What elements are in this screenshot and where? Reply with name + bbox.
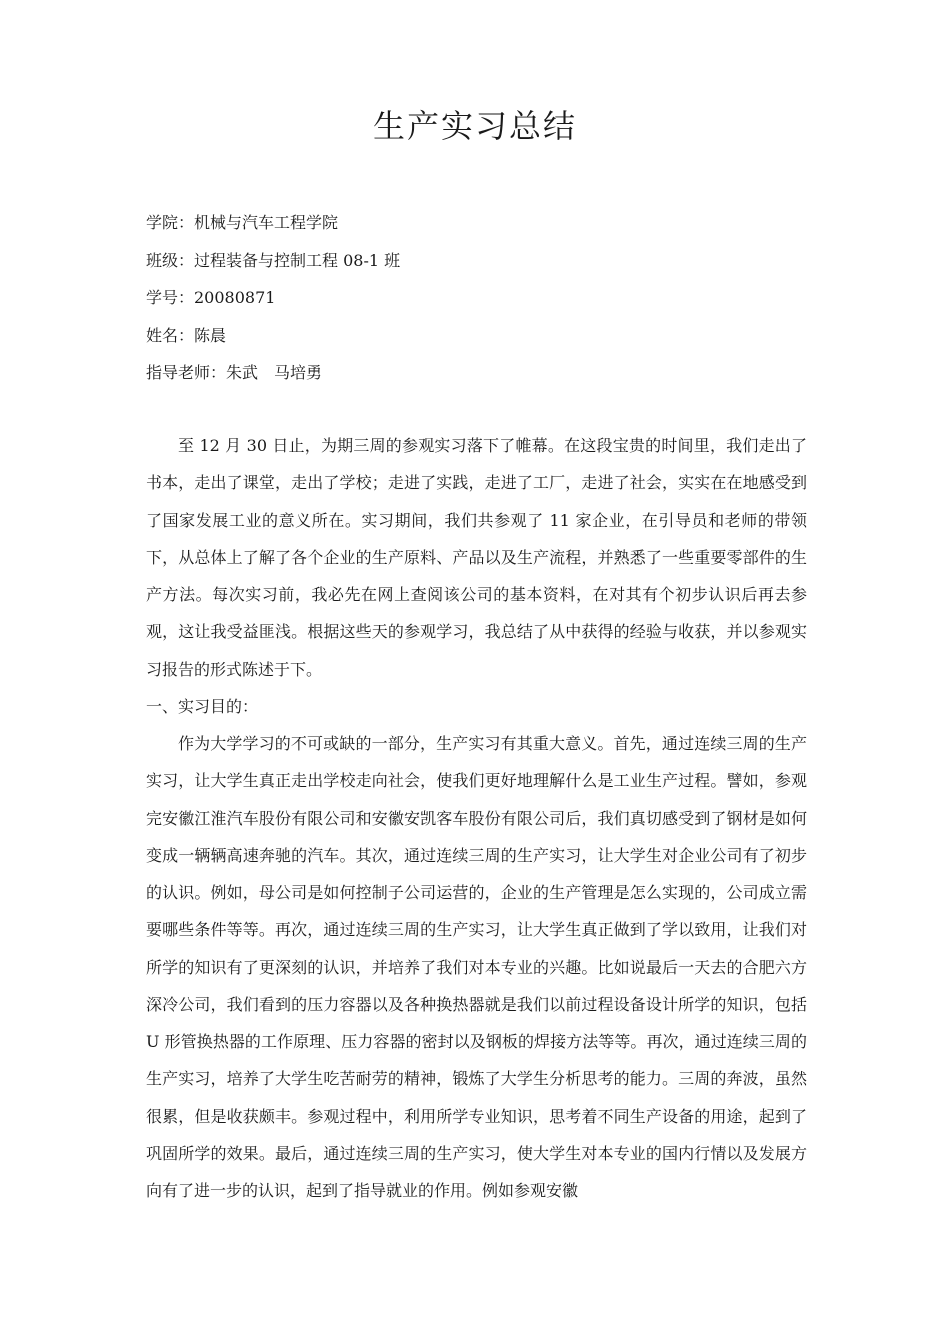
info-student-id: 学号：20080871: [146, 288, 276, 307]
info-college: 学院：机械与汽车工程学院: [146, 213, 339, 232]
info-class: 班级：过程装备与控制工程 08-1 班: [146, 250, 401, 270]
document-body: [146, 427, 807, 1209]
info-advisors: 指导老师：朱武 马培勇: [146, 363, 323, 382]
intro-paragraph: 至 12 月 30 日止，为期三周的参观实习落下了帷幕。在这段宝贵的时间里，我们走出了书本，走出了课堂，走出了学校；走进了实践，走进了工厂，走进了社会，实实在在地感受到了国家发展工业的意义所在。实习期间，我们共参观了 11 家企业，在引导员和老师的带领下，从总体上了解了各个企业的生产原料、产品以及生产流程，并熟悉了一些重要零部件的生产方法。每次实习前，我必先在网上查阅该公司的基本资料，在对其有个初步认识后再去参观，这让我受益匪浅。根据这些天的参观学习，我总结了从中获得的经验与收获，并以参观实习报告的形式陈述于下。: [146, 436, 807, 679]
info-name: 姓名：陈晨: [146, 325, 227, 345]
student-info-block: [146, 204, 826, 392]
purpose-paragraph: 作为大学学习的不可或缺的一部分，生产实习有其重大意义。首先，通过连续三周的生产实习，让大学生真正走出学校走向社会，使我们更好地理解什么是工业生产过程。譬如，参观完安徽江淮汽车股份有限公司和安徽安凯客车股份有限公司后，我们真切感受到了钢材是如何变成一辆辆高速奔驰的汽车。其次，通过连续三周的生产实习，让大学生对企业公司有了初步的认识。例如，母公司是如何控制子公司运营的，企业的生产管理是怎么实现的，公司成立需要哪些条件等等。再次，通过连续三周的生产实习，让大学生真正做到了学以致用，让我们对所学的知识有了更深刻的认识，并培养了我们对本专业的兴趣。比如说最后一天去的合肥六方深冷公司，我们看到的压力容器以及各种换热器就是我们以前过程设备设计所学的知识，包括 U 形管换热器的工作原理、压力容器的密封以及钢板的焊接方法等等。再次，通过连续三周的生产实习，培养了大学生吃苦耐劳的精神，锻炼了大学生分析思考的能力。三周的奔波，虽然很累，但是收获颇丰。参观过程中，利用所学专业知识，思考着不同生产设备的用途，起到了巩固所学的效果。最后，通过连续三周的生产实习，使大学生对本专业的国内行情以及发展方向有了进一步的认识，起到了指导就业的作用。例如参观安徽: [146, 734, 807, 1200]
section-heading-purpose: 一、实习目的：: [146, 696, 259, 716]
document-title: 生产实习总结: [372, 107, 577, 145]
